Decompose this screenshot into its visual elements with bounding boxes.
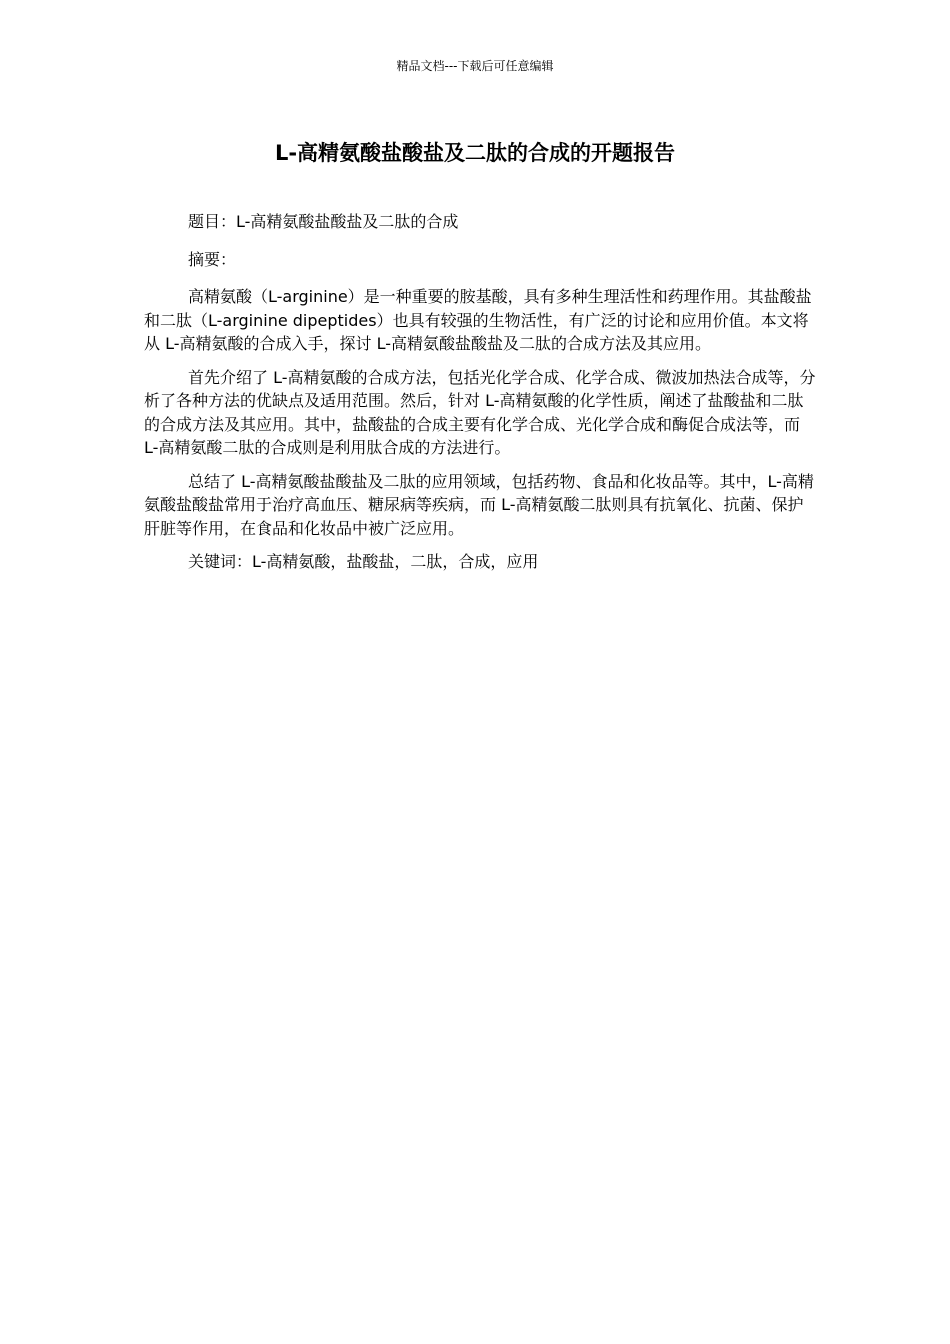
abstract-paragraph-applications: 总结了 L-高精氨酸盐酸盐及二肽的应用领域，包括药物、食品和化妆品等。其中，L-高精氨酸盐酸盐常用于治疗高血压、糖尿病等疾病，而 L-高精氨酸二肽则具有抗氧化、抗菌、保护肝脏等作用，在食品和化妆品中被广泛应用。 <box>144 471 814 538</box>
abstract-paragraph-methods: 首先介绍了 L-高精氨酸的合成方法，包括光化学合成、化学合成、微波加热法合成等，分析了各种方法的优缺点及适用范围。然后，针对 L-高精氨酸的化学性质，阐述了盐酸盐和二肽的合成方法及其应用。其中，盐酸盐的合成主要有化学合成、光化学合成和酶促合成法等，而 L-高精氨酸二肽的合成则是利用肽合成的方法进行。 <box>144 367 816 457</box>
subject-line: 题目：L-高精氨酸盐酸盐及二肽的合成 <box>188 212 459 231</box>
abstract-paragraph-intro: 高精氨酸（L-arginine）是一种重要的胺基酸，具有多种生理活性和药理作用。其盐酸盐和二肽（L-arginine dipeptides）也具有较强的生物活性，有广泛的讨论和应用价值。本文将从 L-高精氨酸的合成入手，探讨 L-高精氨酸盐酸盐及二肽的合成方法及其应用。 <box>144 287 812 353</box>
keywords-line: 关键词：L-高精氨酸，盐酸盐，二肽，合成，应用 <box>188 552 539 571</box>
page-header: 精品文档---下载后可任意编辑 <box>396 59 554 73</box>
document-body <box>144 210 816 584</box>
abstract-heading: 摘要： <box>188 249 237 269</box>
document-title: L-高精氨酸盐酸盐及二肽的合成的开题报告 <box>274 141 676 165</box>
